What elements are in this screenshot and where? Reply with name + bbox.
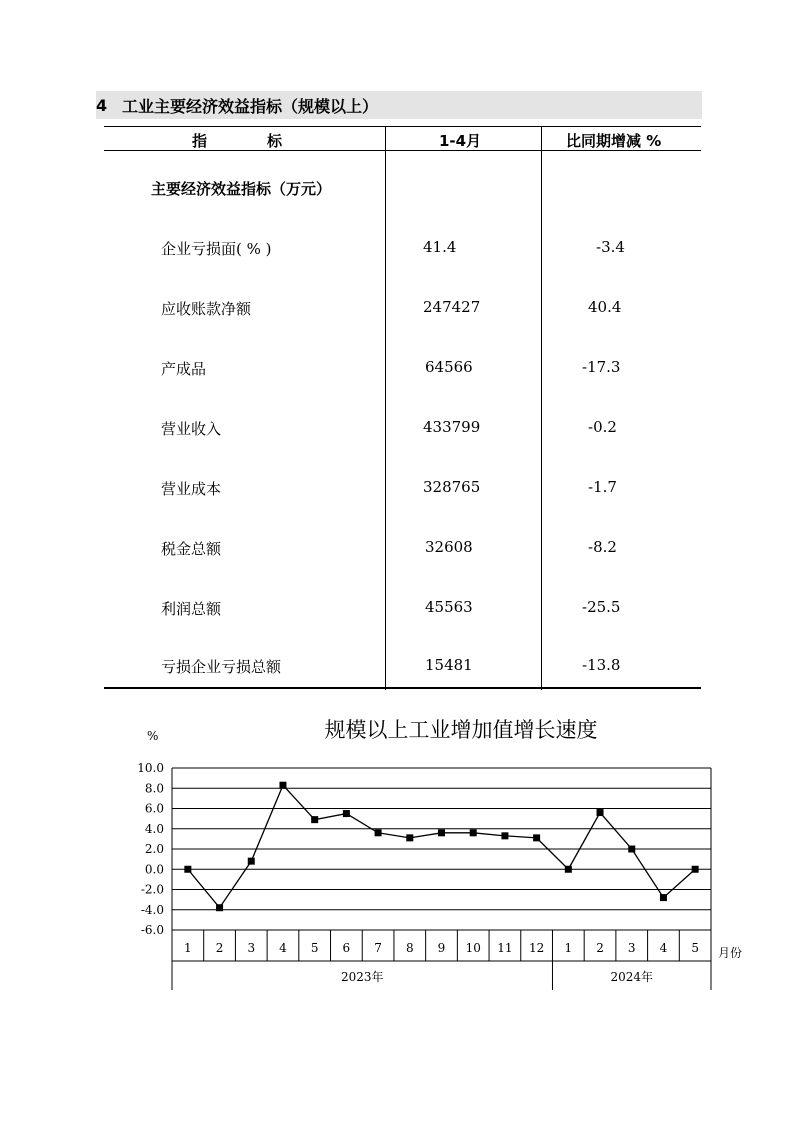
y-tick-label: 10.0 [137, 761, 164, 775]
data-point [279, 782, 286, 789]
y-tick-label: -6.0 [140, 923, 164, 937]
growth-chart [0, 700, 793, 1000]
data-point [216, 904, 223, 911]
row-change: -13.8 [582, 656, 621, 674]
row-value: 433799 [423, 418, 481, 436]
data-point [501, 832, 508, 839]
row-name: 营业收入 [161, 420, 222, 438]
data-point [438, 829, 445, 836]
header-change: 比同期增减 % [566, 132, 662, 150]
section-title: 工业主要经济效益指标（规模以上） [122, 96, 379, 116]
row-change: -17.3 [582, 358, 621, 376]
row-value: 247427 [423, 298, 481, 316]
section-number: 4 [96, 95, 108, 115]
row-change: -1.7 [588, 478, 617, 496]
x-tick-label: 5 [691, 941, 699, 955]
data-point [406, 834, 413, 841]
section-header [96, 91, 702, 119]
y-tick-label: -4.0 [140, 902, 164, 917]
y-tick-label: 6.0 [144, 801, 164, 816]
x-tick-label: 3 [247, 941, 256, 955]
x-tick-label: 8 [405, 941, 414, 955]
x-tick-label: 5 [310, 941, 319, 955]
table-divider-2 [541, 126, 542, 690]
y-tick-label: 2.0 [144, 842, 164, 856]
row-change: -3.4 [596, 238, 625, 256]
data-point [375, 829, 382, 836]
row-value: 41.4 [423, 238, 457, 256]
header-period: 1-4月 [439, 132, 482, 150]
header-indicator: 指 标 [192, 132, 283, 150]
row-change: -25.5 [582, 598, 621, 616]
y-tick-label: 8.0 [144, 781, 164, 796]
y-tick-label: -2.0 [140, 882, 164, 897]
x-axis-label: 月份 [718, 946, 743, 960]
data-point [311, 816, 318, 823]
row-name: 利润总额 [161, 600, 222, 618]
x-tick-label: 1 [184, 941, 192, 955]
x-tick-label: 6 [342, 941, 351, 955]
row-value: 15481 [425, 656, 473, 674]
table-bottom-rule [104, 687, 701, 689]
row-value: 45563 [425, 598, 473, 616]
row-change: 40.4 [588, 298, 622, 316]
y-axis-unit: % [147, 729, 159, 743]
y-tick-label: 4.0 [144, 821, 164, 836]
x-tick-label: 3 [627, 941, 636, 955]
indicator-table [104, 126, 701, 690]
table-divider-1 [385, 126, 386, 690]
row-change: -0.2 [588, 418, 617, 436]
data-point [692, 866, 699, 873]
x-tick-label: 4 [659, 941, 668, 955]
x-tick-label: 7 [374, 941, 382, 955]
data-point [470, 829, 477, 836]
x-tick-label: 1 [564, 941, 573, 955]
group-label: 主要经济效益指标（万元） [151, 180, 332, 198]
data-point [533, 834, 540, 841]
chart-svg [0, 700, 793, 1000]
row-value: 64566 [425, 358, 473, 376]
data-point [565, 866, 572, 873]
x-tick-label: 2 [596, 941, 604, 955]
x-tick-label: 11 [497, 941, 513, 955]
row-change: -8.2 [588, 538, 617, 556]
row-value: 32608 [425, 538, 473, 556]
chart-title: 规模以上工业增加值增长速度 [324, 718, 598, 742]
row-name: 营业成本 [161, 480, 222, 498]
data-point [343, 810, 350, 817]
x-tick-label: 9 [437, 941, 446, 955]
data-point [248, 858, 255, 865]
row-value: 328765 [423, 478, 481, 496]
data-point [597, 809, 604, 816]
x-tick-label: 2 [215, 941, 224, 955]
year-group-label: 2023年 [340, 970, 384, 984]
row-name: 税金总额 [161, 540, 222, 558]
table-top-rule [104, 126, 701, 127]
row-name: 亏损企业亏损总额 [161, 658, 282, 676]
data-point [184, 866, 191, 873]
data-point [628, 846, 635, 853]
year-group-label: 2024年 [610, 970, 654, 984]
x-tick-label: 10 [465, 941, 481, 955]
data-point [660, 894, 667, 901]
x-tick-label: 4 [279, 941, 287, 955]
row-name: 产成品 [161, 360, 207, 378]
x-tick-label: 12 [528, 941, 545, 955]
y-tick-label: 0.0 [144, 862, 164, 877]
row-name: 企业亏损面( % ) [161, 240, 272, 258]
row-name: 应收账款净额 [161, 300, 252, 318]
